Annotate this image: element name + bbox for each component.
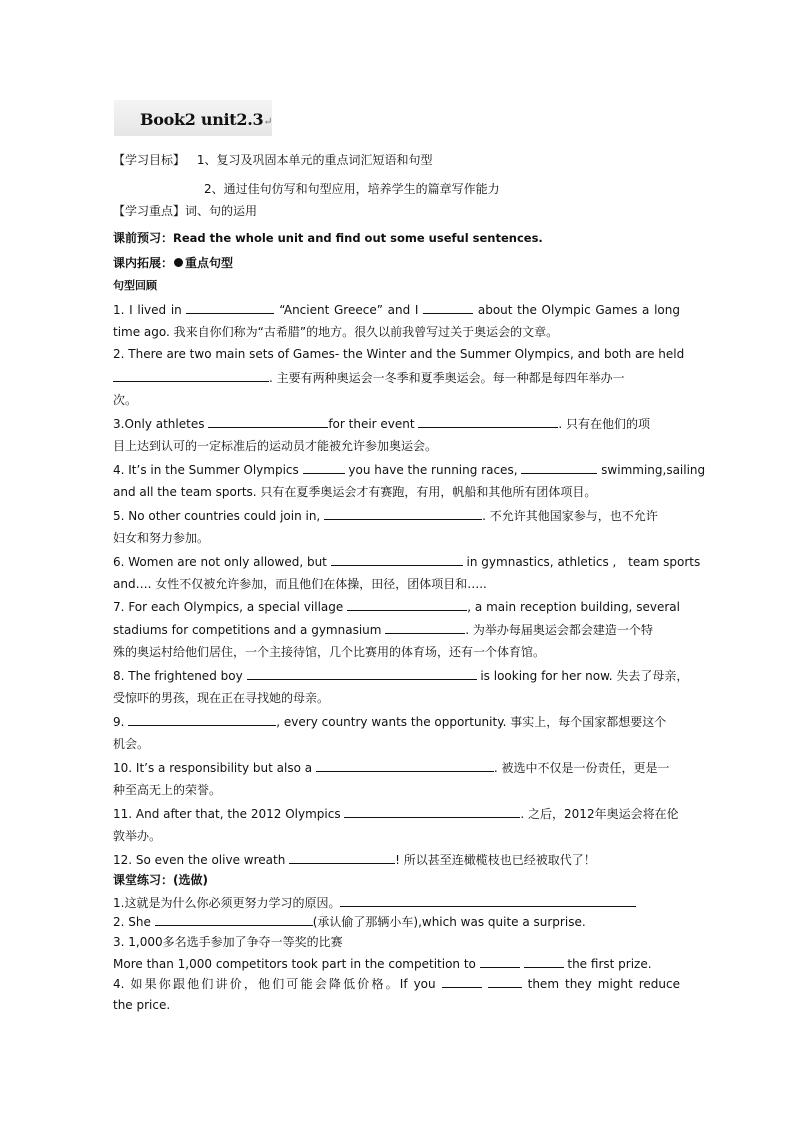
goal-2: 2、通过佳句仿写和句型应用，培养学生的篇章写作能力 xyxy=(204,182,500,196)
sentence-9-part: , every country wants the opportunity. 事实上，每个国家都想要这个 xyxy=(276,715,667,729)
practice-4-part: 如果你跟他们讲价，他们可能会降低价格。If you xyxy=(130,977,436,991)
sentence-7 xyxy=(113,598,680,615)
sentence-6-part: in gymnastics, athletics , xyxy=(466,555,617,569)
sentence-4 xyxy=(113,461,705,478)
sentence-8 xyxy=(113,667,688,684)
answer-blank[interactable] xyxy=(128,713,276,726)
answer-blank[interactable] xyxy=(418,415,558,428)
extension-line xyxy=(113,255,233,271)
sentence-12-part: ! 所以甚至连橄榄枝也已经被取代了！ xyxy=(395,853,596,867)
sentence-7-translation: 殊的奥运村给他们居住，一个主接待馆，几个比赛用的体育场，还有一个体育馆。 xyxy=(113,645,546,659)
sentence-2: 2. There are two main sets of Games- the Winter and the Summer Olympics, and both are held xyxy=(113,347,685,361)
answer-blank[interactable] xyxy=(303,461,345,474)
sentence-12-part: 12. So even the olive wreath xyxy=(113,853,286,867)
answer-blank[interactable] xyxy=(488,975,522,988)
practice-2-part: (承认偷了那辆小车),which was quite a surprise. xyxy=(312,915,586,929)
practice-3: 3. 1,000多名选手参加了争夺一等奖的比赛 xyxy=(113,935,343,949)
answer-blank[interactable] xyxy=(155,913,313,926)
sentence-1-part: 1. I lived in xyxy=(113,303,182,317)
sentence-11-part: 11. And after that, the 2012 Olympics xyxy=(113,807,341,821)
sentence-9-part: 9. xyxy=(113,715,125,729)
sentence-1-part: about the Olympic Games a long xyxy=(477,303,680,317)
sentence-7-part: stadiums for competitions and a gymnasium xyxy=(113,623,382,637)
sentence-10-part: . 被选中不仅是一份责任，更是一 xyxy=(493,761,670,775)
sentence-7-part: , a main reception building, several xyxy=(467,600,680,614)
answer-blank[interactable] xyxy=(331,553,463,566)
practice-2-part: 2. She xyxy=(113,915,151,929)
goals-label: 【学习目标】 xyxy=(113,153,186,167)
sentence-3-translation: 目上达到认可的一定标准后的运动员才能被允许参加奥运会。 xyxy=(113,439,438,453)
answer-blank[interactable] xyxy=(289,851,395,864)
practice-4-part: them they might reduce xyxy=(527,977,680,991)
practice-1-text: 1.这就是为什么你必须更努力学习的原因。 xyxy=(113,896,341,910)
sentence-9-end: 机会。 xyxy=(113,737,150,751)
goal-1: 1、复习及巩固本单元的重点词汇短语和句型 xyxy=(196,153,433,167)
practice-1 xyxy=(113,894,636,911)
sentence-5-end: 妇女和努力参加。 xyxy=(113,531,210,545)
sentence-1-part: “Ancient Greece” and I xyxy=(279,303,419,317)
sentence-6-part: 6. Women are not only allowed, but xyxy=(113,555,327,569)
sentence-3-part: for their event xyxy=(328,417,415,431)
sentence-10-end: 种至高无上的荣誉。 xyxy=(113,783,222,797)
goals-line-1 xyxy=(113,152,432,168)
sentence-2-cont xyxy=(113,369,625,386)
extension-label: 课内拓展： xyxy=(113,256,174,270)
sentence-7-part: 7. For each Olympics, a special village xyxy=(113,600,344,614)
sentence-6-part: team sports xyxy=(628,555,701,569)
answer-blank[interactable] xyxy=(324,507,482,520)
answer-blank[interactable] xyxy=(521,461,597,474)
answer-blank[interactable] xyxy=(442,975,482,988)
sentence-5-part: 5. No other countries could join in, xyxy=(113,509,321,523)
sentence-2-translation: . 主要有两种奥运会一冬季和夏季奥运会。每一种都是每四年举办一 xyxy=(269,371,625,385)
sentence-11-end: 敦举办。 xyxy=(113,829,162,843)
sentence-5-part: . 不允许其他国家参与，也不允许 xyxy=(482,509,658,523)
answer-blank[interactable] xyxy=(344,805,520,818)
sentence-8-part: is looking for her now. 失去了母亲， xyxy=(480,669,689,683)
sentence-12 xyxy=(113,851,596,868)
sentence-2-end: 次。 xyxy=(113,393,138,407)
sentence-8-part: 8. The frightened boy xyxy=(113,669,243,683)
preview-line xyxy=(113,230,543,246)
answer-blank[interactable] xyxy=(347,598,467,611)
sentence-4-part: 4. It’s in the Summer Olympics xyxy=(113,463,299,477)
sentence-7-cont xyxy=(113,621,653,638)
preview-label: 课前预习： xyxy=(113,231,174,245)
answer-blank[interactable] xyxy=(524,955,564,968)
sentence-10 xyxy=(113,759,670,776)
answer-blank[interactable] xyxy=(385,621,465,634)
sentence-11 xyxy=(113,805,679,822)
practice-3-english xyxy=(113,955,652,972)
page-title xyxy=(140,110,272,129)
sentence-4-part: you have the running races, xyxy=(348,463,518,477)
sentence-11-part: . 之后，2012年奥运会将在伦 xyxy=(520,807,679,821)
answer-blank[interactable] xyxy=(480,955,520,968)
extension-text: 重点句型 xyxy=(185,256,234,270)
answer-blank[interactable] xyxy=(186,301,274,314)
sentence-3-part: . 只有在他们的项 xyxy=(558,417,651,431)
sentence-6-translation: and…. 女性不仅被允许参加，而且他们在体操，田径，团体项目和….. xyxy=(113,577,487,591)
sentence-10-part: 10. It’s a responsibility but also a xyxy=(113,761,313,775)
sentence-8-translation: 受惊吓的男孩，现在正在寻找她的母亲。 xyxy=(113,691,330,705)
answer-blank[interactable] xyxy=(113,369,269,382)
preview-text: Read the whole unit and find out some useful sentences. xyxy=(173,231,543,245)
answer-blank[interactable] xyxy=(247,667,477,680)
practice-4 xyxy=(113,975,680,992)
practice-4-part: 4. xyxy=(113,977,125,991)
sentence-9 xyxy=(113,713,666,730)
sentence-3-part: 3.Only athletes xyxy=(113,417,205,431)
paragraph-mark: ↵ xyxy=(263,115,273,128)
bullet-icon xyxy=(174,258,183,267)
sentence-1 xyxy=(113,301,680,318)
sentence-6 xyxy=(113,553,700,570)
answer-blank[interactable] xyxy=(208,415,328,428)
practice-2 xyxy=(113,913,586,930)
sentence-1-translation: time ago. 我来自你们称为“古希腊”的地方。很久以前我曾写过关于奥运会的文章。 xyxy=(113,325,559,339)
practice-4-end: the price. xyxy=(113,998,171,1012)
review-heading: 句型回顾 xyxy=(113,279,157,292)
practice-3-part: the first prize. xyxy=(567,957,652,971)
focus-line: 【学习重点】词、句的运用 xyxy=(113,204,258,218)
title-text: Book2 unit2.3 xyxy=(140,110,264,129)
sentence-3 xyxy=(113,415,650,432)
sentence-4-translation: and all the team sports. 只有在夏季奥运会才有赛跑，有用，帆船和其他所有团体项目。 xyxy=(113,485,597,499)
sentence-5 xyxy=(113,507,658,524)
answer-blank[interactable] xyxy=(340,894,636,907)
sentence-7-part: . 为举办每届奥运会都会建造一个特 xyxy=(465,623,653,637)
practice-3-part: More than 1,000 competitors took part in the competition to xyxy=(113,957,476,971)
answer-blank[interactable] xyxy=(423,301,473,314)
answer-blank[interactable] xyxy=(316,759,494,772)
sentence-4-part: swimming,sailing xyxy=(601,463,706,477)
practice-heading: 课堂练习：(选做) xyxy=(113,873,208,887)
